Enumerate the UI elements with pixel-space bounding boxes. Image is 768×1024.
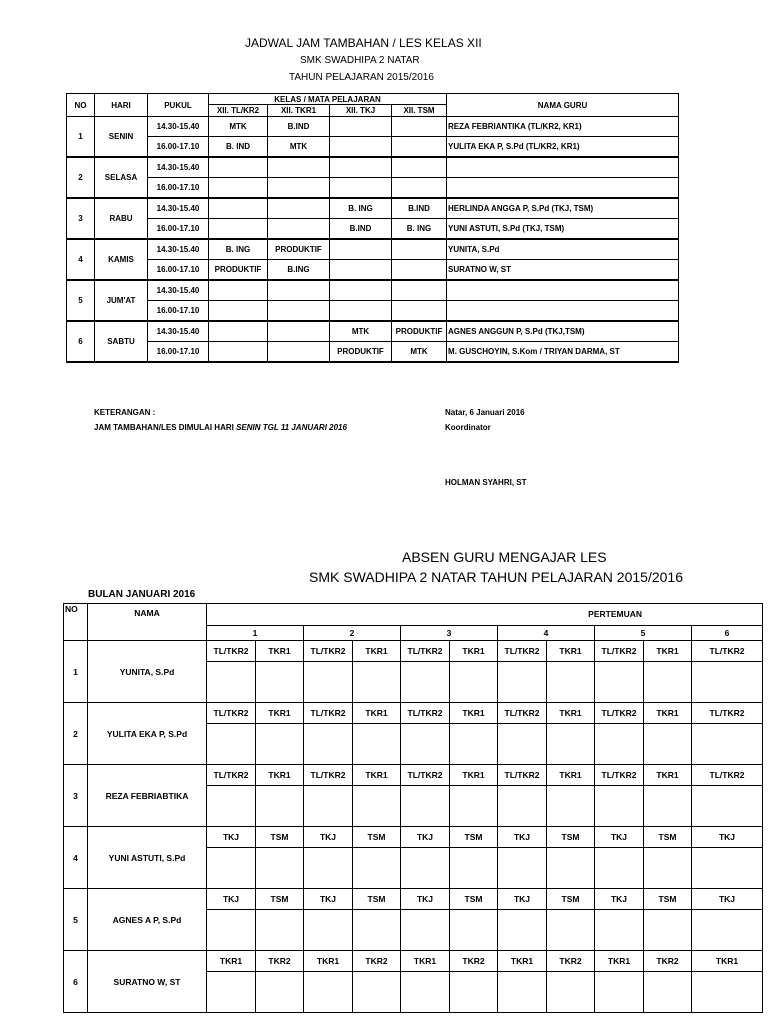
teacher-cell: YUNITA, S.Pd bbox=[447, 239, 679, 260]
attendance-cell[interactable] bbox=[304, 724, 353, 765]
day-name: SENIN bbox=[95, 117, 148, 158]
subject-cell bbox=[268, 301, 330, 322]
subject-cell bbox=[209, 321, 268, 342]
teacher-name: YUNITA, S.Pd bbox=[88, 641, 207, 703]
class-sub-header: TL/TKR2 bbox=[207, 765, 256, 786]
subject-cell: MTK bbox=[268, 137, 330, 158]
teacher-cell: AGNES ANGGUN P, S.Pd (TKJ,TSM) bbox=[447, 321, 679, 342]
subject-cell: B.ING bbox=[268, 260, 330, 281]
subject-cell bbox=[330, 260, 392, 281]
time-cell: 16.00-17.10 bbox=[148, 219, 209, 240]
subject-cell: PRODUKTIF bbox=[209, 260, 268, 281]
attendance-cell[interactable] bbox=[207, 786, 256, 827]
signature-name: HOLMAN SYAHRI, ST bbox=[445, 478, 527, 487]
class-sub-header: TKJ bbox=[207, 889, 256, 910]
attendance-cell[interactable] bbox=[692, 910, 763, 951]
attendance-cell[interactable] bbox=[450, 662, 498, 703]
absen-subtitle: SMK SWADHIPA 2 NATAR TAHUN PELAJARAN 2015/2016 bbox=[309, 569, 683, 585]
class-sub-header: TKR1 bbox=[595, 951, 644, 972]
time-cell: 16.00-17.10 bbox=[148, 178, 209, 199]
class-sub-header: TKR1 bbox=[547, 703, 595, 724]
attendance-cell[interactable] bbox=[304, 662, 353, 703]
attendance-cell[interactable] bbox=[207, 848, 256, 889]
table-row bbox=[64, 641, 763, 662]
class-sub-header: TL/TKR2 bbox=[692, 765, 763, 786]
teacher-no: 3 bbox=[64, 765, 88, 827]
subject-cell bbox=[392, 117, 447, 137]
teacher-no: 5 bbox=[64, 889, 88, 951]
attendance-cell[interactable] bbox=[644, 786, 692, 827]
class-sub-header: TL/TKR2 bbox=[498, 765, 547, 786]
class-sub-header: TL/TKR2 bbox=[304, 765, 353, 786]
class-sub-header: TL/TKR2 bbox=[692, 703, 763, 724]
attendance-cell[interactable] bbox=[353, 910, 401, 951]
class-sub-header: TKJ bbox=[401, 889, 450, 910]
schedule-title: JADWAL JAM TAMBAHAN / LES KELAS XII bbox=[245, 36, 482, 50]
meeting-number: 5 bbox=[595, 625, 692, 640]
subject-cell: MTK bbox=[392, 342, 447, 363]
attendance-cell[interactable] bbox=[401, 910, 450, 951]
class-sub-header: TKJ bbox=[595, 827, 644, 848]
class-sub-header: TL/TKR2 bbox=[304, 641, 353, 662]
subject-cell: PRODUKTIF bbox=[268, 239, 330, 260]
class-sub-header: TKJ bbox=[304, 827, 353, 848]
class-sub-header: TL/TKR2 bbox=[401, 641, 450, 662]
attendance-cell[interactable] bbox=[353, 786, 401, 827]
meeting-number: 6 bbox=[692, 625, 763, 640]
table-row bbox=[67, 117, 679, 137]
subject-cell bbox=[330, 137, 392, 158]
attendance-cell[interactable] bbox=[595, 972, 644, 1013]
subject-cell: MTK bbox=[209, 117, 268, 137]
attendance-cell[interactable] bbox=[353, 662, 401, 703]
attendance-cell[interactable] bbox=[256, 662, 304, 703]
day-no: 5 bbox=[67, 280, 95, 321]
day-name: SELASA bbox=[95, 157, 148, 198]
class-sub-header: TL/TKR2 bbox=[401, 765, 450, 786]
table-row bbox=[67, 137, 679, 158]
day-no: 2 bbox=[67, 157, 95, 198]
subject-cell bbox=[268, 219, 330, 240]
meeting-number: 1 bbox=[207, 625, 304, 640]
class-sub-header: TKR1 bbox=[256, 641, 304, 662]
time-cell: 14.30-15.40 bbox=[148, 157, 209, 178]
class-sub-header: TL/TKR2 bbox=[207, 641, 256, 662]
class-sub-header: TKR1 bbox=[353, 765, 401, 786]
table-row bbox=[64, 951, 763, 972]
subject-cell: MTK bbox=[330, 321, 392, 342]
class-sub-header: TKR1 bbox=[353, 641, 401, 662]
subject-cell bbox=[392, 157, 447, 178]
subject-cell bbox=[268, 157, 330, 178]
subject-cell bbox=[268, 178, 330, 199]
table-row bbox=[67, 219, 679, 240]
notes-text bbox=[94, 423, 347, 432]
teacher-cell: M. GUSCHOYIN, S.Kom / TRIYAN DARMA, ST bbox=[447, 342, 679, 363]
header-no: NO bbox=[67, 94, 95, 117]
attendance-cell[interactable] bbox=[692, 662, 763, 703]
header-guru: NAMA GURU bbox=[447, 94, 679, 117]
subject-cell bbox=[330, 280, 392, 301]
class-sub-header: TKR1 bbox=[644, 765, 692, 786]
attendance-cell[interactable] bbox=[256, 972, 304, 1013]
absen-table bbox=[63, 603, 763, 1013]
time-cell: 16.00-17.10 bbox=[148, 342, 209, 363]
table-row bbox=[67, 321, 679, 342]
attendance-cell[interactable] bbox=[692, 972, 763, 1013]
time-cell: 14.30-15.40 bbox=[148, 117, 209, 137]
teacher-cell: YUNI ASTUTI, S.Pd (TKJ, TSM) bbox=[447, 219, 679, 240]
teacher-no: 1 bbox=[64, 641, 88, 703]
table-row bbox=[64, 827, 763, 848]
attendance-cell[interactable] bbox=[595, 724, 644, 765]
teacher-cell: SURATNO W, ST bbox=[447, 260, 679, 281]
teacher-name: SURATNO W, ST bbox=[88, 951, 207, 1013]
attendance-cell[interactable] bbox=[401, 724, 450, 765]
attendance-cell[interactable] bbox=[304, 786, 353, 827]
subject-cell: PRODUKTIF bbox=[392, 321, 447, 342]
class-sub-header: TKR1 bbox=[644, 641, 692, 662]
teacher-cell: YULITA EKA P, S.Pd (TL/KR2, KR1) bbox=[447, 137, 679, 158]
class-sub-header: TKR2 bbox=[256, 951, 304, 972]
subject-cell bbox=[209, 342, 268, 363]
class-sub-header: TKR1 bbox=[304, 951, 353, 972]
subject-cell bbox=[268, 321, 330, 342]
class-sub-header: TSM bbox=[547, 889, 595, 910]
class-sub-header: TL/TKR2 bbox=[595, 641, 644, 662]
teacher-no: 2 bbox=[64, 703, 88, 765]
subject-cell bbox=[392, 178, 447, 199]
header-nama: NAMA bbox=[88, 604, 207, 641]
absen-header-row bbox=[64, 604, 763, 626]
class-sub-header: TKR2 bbox=[644, 951, 692, 972]
time-cell: 16.00-17.10 bbox=[148, 301, 209, 322]
class-sub-header: TKJ bbox=[692, 889, 763, 910]
class-sub-header: TKR1 bbox=[450, 765, 498, 786]
table-row bbox=[67, 280, 679, 301]
table-row bbox=[67, 157, 679, 178]
class-sub-header: TL/TKR2 bbox=[498, 703, 547, 724]
attendance-cell[interactable] bbox=[256, 786, 304, 827]
class-sub-header: TKR1 bbox=[401, 951, 450, 972]
teacher-cell bbox=[447, 280, 679, 301]
subject-cell bbox=[268, 280, 330, 301]
day-name: KAMIS bbox=[95, 239, 148, 280]
teacher-cell: REZA FEBRIANTIKA (TL/KR2, KR1) bbox=[447, 117, 679, 137]
attendance-cell[interactable] bbox=[547, 786, 595, 827]
subject-cell bbox=[330, 301, 392, 322]
attendance-cell[interactable] bbox=[450, 910, 498, 951]
subject-cell bbox=[330, 239, 392, 260]
subject-cell bbox=[209, 157, 268, 178]
class-sub-header: TSM bbox=[353, 827, 401, 848]
attendance-cell[interactable] bbox=[401, 972, 450, 1013]
class-sub-header: TSM bbox=[450, 889, 498, 910]
day-no: 1 bbox=[67, 117, 95, 158]
subject-cell bbox=[330, 117, 392, 137]
header-no: NO bbox=[64, 604, 88, 641]
attendance-cell[interactable] bbox=[644, 848, 692, 889]
class-sub-header: TKJ bbox=[401, 827, 450, 848]
subject-cell: PRODUKTIF bbox=[330, 342, 392, 363]
class-sub-header: TKR1 bbox=[450, 641, 498, 662]
attendance-cell[interactable] bbox=[207, 910, 256, 951]
class-sub-header: TKR1 bbox=[644, 703, 692, 724]
subject-cell: B. ING bbox=[330, 198, 392, 219]
class-sub-header: TL/TKR2 bbox=[692, 641, 763, 662]
class-sub-header: TKJ bbox=[207, 827, 256, 848]
attendance-cell[interactable] bbox=[498, 972, 547, 1013]
subject-cell bbox=[268, 342, 330, 363]
attendance-cell[interactable] bbox=[547, 662, 595, 703]
time-cell: 14.30-15.40 bbox=[148, 198, 209, 219]
attendance-cell[interactable] bbox=[353, 972, 401, 1013]
class-sub-header: TL/TKR2 bbox=[304, 703, 353, 724]
class-header: XII. TKR1 bbox=[268, 105, 330, 117]
attendance-cell[interactable] bbox=[547, 972, 595, 1013]
day-name: SABTU bbox=[95, 321, 148, 362]
attendance-cell[interactable] bbox=[498, 848, 547, 889]
attendance-cell[interactable] bbox=[304, 972, 353, 1013]
teacher-no: 4 bbox=[64, 827, 88, 889]
attendance-cell[interactable] bbox=[450, 972, 498, 1013]
attendance-cell[interactable] bbox=[644, 724, 692, 765]
table-row bbox=[67, 178, 679, 199]
table-row bbox=[67, 260, 679, 281]
table-row bbox=[64, 765, 763, 786]
attendance-cell[interactable] bbox=[692, 724, 763, 765]
class-sub-header: TKR1 bbox=[547, 765, 595, 786]
day-no: 6 bbox=[67, 321, 95, 362]
attendance-cell[interactable] bbox=[450, 724, 498, 765]
signature-place-date: Natar, 6 Januari 2016 bbox=[445, 408, 525, 417]
table-row bbox=[67, 198, 679, 219]
attendance-cell[interactable] bbox=[498, 910, 547, 951]
subject-cell: B.IND bbox=[392, 198, 447, 219]
subject-cell bbox=[268, 198, 330, 219]
class-sub-header: TSM bbox=[256, 889, 304, 910]
schedule-school: SMK SWADHIPA 2 NATAR bbox=[300, 55, 420, 66]
teacher-cell bbox=[447, 178, 679, 199]
time-cell: 16.00-17.10 bbox=[148, 260, 209, 281]
attendance-cell[interactable] bbox=[207, 724, 256, 765]
teacher-cell bbox=[447, 301, 679, 322]
subject-cell: B. ING bbox=[392, 219, 447, 240]
teacher-cell bbox=[447, 157, 679, 178]
subject-cell bbox=[330, 157, 392, 178]
class-sub-header: TKR1 bbox=[547, 641, 595, 662]
class-sub-header: TKJ bbox=[595, 889, 644, 910]
attendance-cell[interactable] bbox=[450, 786, 498, 827]
subject-cell bbox=[209, 198, 268, 219]
table-row bbox=[67, 342, 679, 363]
class-sub-header: TL/TKR2 bbox=[595, 703, 644, 724]
attendance-cell[interactable] bbox=[207, 662, 256, 703]
subject-cell bbox=[209, 301, 268, 322]
signature-role: Koordinator bbox=[445, 423, 491, 432]
day-name: RABU bbox=[95, 198, 148, 239]
teacher-name: AGNES A P, S.Pd bbox=[88, 889, 207, 951]
attendance-cell[interactable] bbox=[595, 786, 644, 827]
time-cell: 14.30-15.40 bbox=[148, 321, 209, 342]
attendance-cell[interactable] bbox=[498, 662, 547, 703]
notes-text-prefix: JAM TAMBAHAN/LES DIMULAI HARI bbox=[94, 423, 237, 432]
attendance-cell[interactable] bbox=[401, 662, 450, 703]
class-sub-header: TKR1 bbox=[256, 765, 304, 786]
subject-cell bbox=[392, 239, 447, 260]
attendance-cell[interactable] bbox=[207, 972, 256, 1013]
class-sub-header: TKR1 bbox=[450, 703, 498, 724]
table-row bbox=[67, 301, 679, 322]
class-sub-header: TSM bbox=[644, 827, 692, 848]
schedule-table bbox=[66, 93, 679, 363]
class-sub-header: TL/TKR2 bbox=[207, 703, 256, 724]
attendance-cell[interactable] bbox=[595, 910, 644, 951]
class-header: XII. TSM bbox=[392, 105, 447, 117]
schedule-year: TAHUN PELAJARAN 2015/2016 bbox=[289, 72, 434, 83]
attendance-cell[interactable] bbox=[498, 724, 547, 765]
class-sub-header: TSM bbox=[644, 889, 692, 910]
attendance-cell[interactable] bbox=[353, 848, 401, 889]
attendance-cell[interactable] bbox=[547, 910, 595, 951]
class-sub-header: TKJ bbox=[498, 827, 547, 848]
attendance-cell[interactable] bbox=[692, 848, 763, 889]
attendance-cell[interactable] bbox=[692, 786, 763, 827]
time-cell: 14.30-15.40 bbox=[148, 280, 209, 301]
table-row bbox=[64, 889, 763, 910]
class-sub-header: TSM bbox=[450, 827, 498, 848]
class-sub-header: TKR2 bbox=[547, 951, 595, 972]
attendance-cell[interactable] bbox=[304, 910, 353, 951]
class-sub-header: TKR1 bbox=[692, 951, 763, 972]
class-sub-header: TL/TKR2 bbox=[401, 703, 450, 724]
subject-cell bbox=[392, 260, 447, 281]
absen-month: BULAN JANUARI 2016 bbox=[88, 589, 196, 600]
attendance-cell[interactable] bbox=[353, 724, 401, 765]
subject-cell bbox=[209, 219, 268, 240]
subject-cell bbox=[392, 137, 447, 158]
header-pukul: PUKUL bbox=[148, 94, 209, 117]
class-sub-header: TSM bbox=[256, 827, 304, 848]
class-sub-header: TKJ bbox=[304, 889, 353, 910]
class-sub-header: TKR2 bbox=[450, 951, 498, 972]
time-cell: 16.00-17.10 bbox=[148, 137, 209, 158]
absen-title: ABSEN GURU MENGAJAR LES bbox=[402, 549, 607, 565]
meeting-number: 4 bbox=[498, 625, 595, 640]
subject-cell bbox=[392, 301, 447, 322]
class-header: XII. TKJ bbox=[330, 105, 392, 117]
class-sub-header: TKR1 bbox=[498, 951, 547, 972]
class-header: XII. TL/KR2 bbox=[209, 105, 268, 117]
subject-cell bbox=[330, 178, 392, 199]
attendance-cell[interactable] bbox=[304, 848, 353, 889]
teacher-no: 6 bbox=[64, 951, 88, 1013]
attendance-cell[interactable] bbox=[595, 662, 644, 703]
attendance-cell[interactable] bbox=[547, 848, 595, 889]
attendance-cell[interactable] bbox=[401, 848, 450, 889]
subject-cell bbox=[209, 280, 268, 301]
attendance-cell[interactable] bbox=[256, 848, 304, 889]
subject-cell bbox=[209, 178, 268, 199]
class-sub-header: TKR1 bbox=[207, 951, 256, 972]
day-no: 4 bbox=[67, 239, 95, 280]
teacher-cell: HERLINDA ANGGA P, S.Pd (TKJ, TSM) bbox=[447, 198, 679, 219]
class-sub-header: TSM bbox=[353, 889, 401, 910]
teacher-name: REZA FEBRIABTIKA bbox=[88, 765, 207, 827]
day-no: 3 bbox=[67, 198, 95, 239]
class-sub-header: TL/TKR2 bbox=[595, 765, 644, 786]
subject-cell: B. ING bbox=[209, 239, 268, 260]
attendance-cell[interactable] bbox=[256, 724, 304, 765]
attendance-cell[interactable] bbox=[401, 786, 450, 827]
class-sub-header: TKR1 bbox=[256, 703, 304, 724]
day-name: JUM'AT bbox=[95, 280, 148, 321]
subject-cell bbox=[392, 280, 447, 301]
subject-cell: B.IND bbox=[268, 117, 330, 137]
attendance-cell[interactable] bbox=[644, 972, 692, 1013]
class-sub-header: TKR2 bbox=[353, 951, 401, 972]
subject-cell: B. IND bbox=[209, 137, 268, 158]
subject-cell: B.IND bbox=[330, 219, 392, 240]
teacher-name: YULITA EKA P, S.Pd bbox=[88, 703, 207, 765]
attendance-cell[interactable] bbox=[644, 662, 692, 703]
schedule-header-row bbox=[67, 94, 679, 105]
attendance-cell[interactable] bbox=[450, 848, 498, 889]
notes-text-date: SENIN TGL 11 JANUARI 2016 bbox=[236, 423, 347, 432]
attendance-cell[interactable] bbox=[547, 724, 595, 765]
attendance-cell[interactable] bbox=[256, 910, 304, 951]
meeting-number: 2 bbox=[304, 625, 401, 640]
class-sub-header: TKJ bbox=[692, 827, 763, 848]
notes-label: KETERANGAN : bbox=[94, 408, 156, 417]
teacher-name: YUNI ASTUTI, S.Pd bbox=[88, 827, 207, 889]
table-row bbox=[64, 703, 763, 724]
header-pertemuan: PERTEMUAN bbox=[207, 604, 763, 626]
attendance-cell[interactable] bbox=[498, 786, 547, 827]
attendance-cell[interactable] bbox=[595, 848, 644, 889]
table-row bbox=[67, 239, 679, 260]
time-cell: 14.30-15.40 bbox=[148, 239, 209, 260]
class-sub-header: TL/TKR2 bbox=[498, 641, 547, 662]
class-sub-header: TKR1 bbox=[353, 703, 401, 724]
class-sub-header: TSM bbox=[547, 827, 595, 848]
header-hari: HARI bbox=[95, 94, 148, 117]
attendance-cell[interactable] bbox=[644, 910, 692, 951]
class-sub-header: TKJ bbox=[498, 889, 547, 910]
header-kelas: KELAS / MATA PELAJARAN bbox=[209, 94, 447, 105]
meeting-number: 3 bbox=[401, 625, 498, 640]
